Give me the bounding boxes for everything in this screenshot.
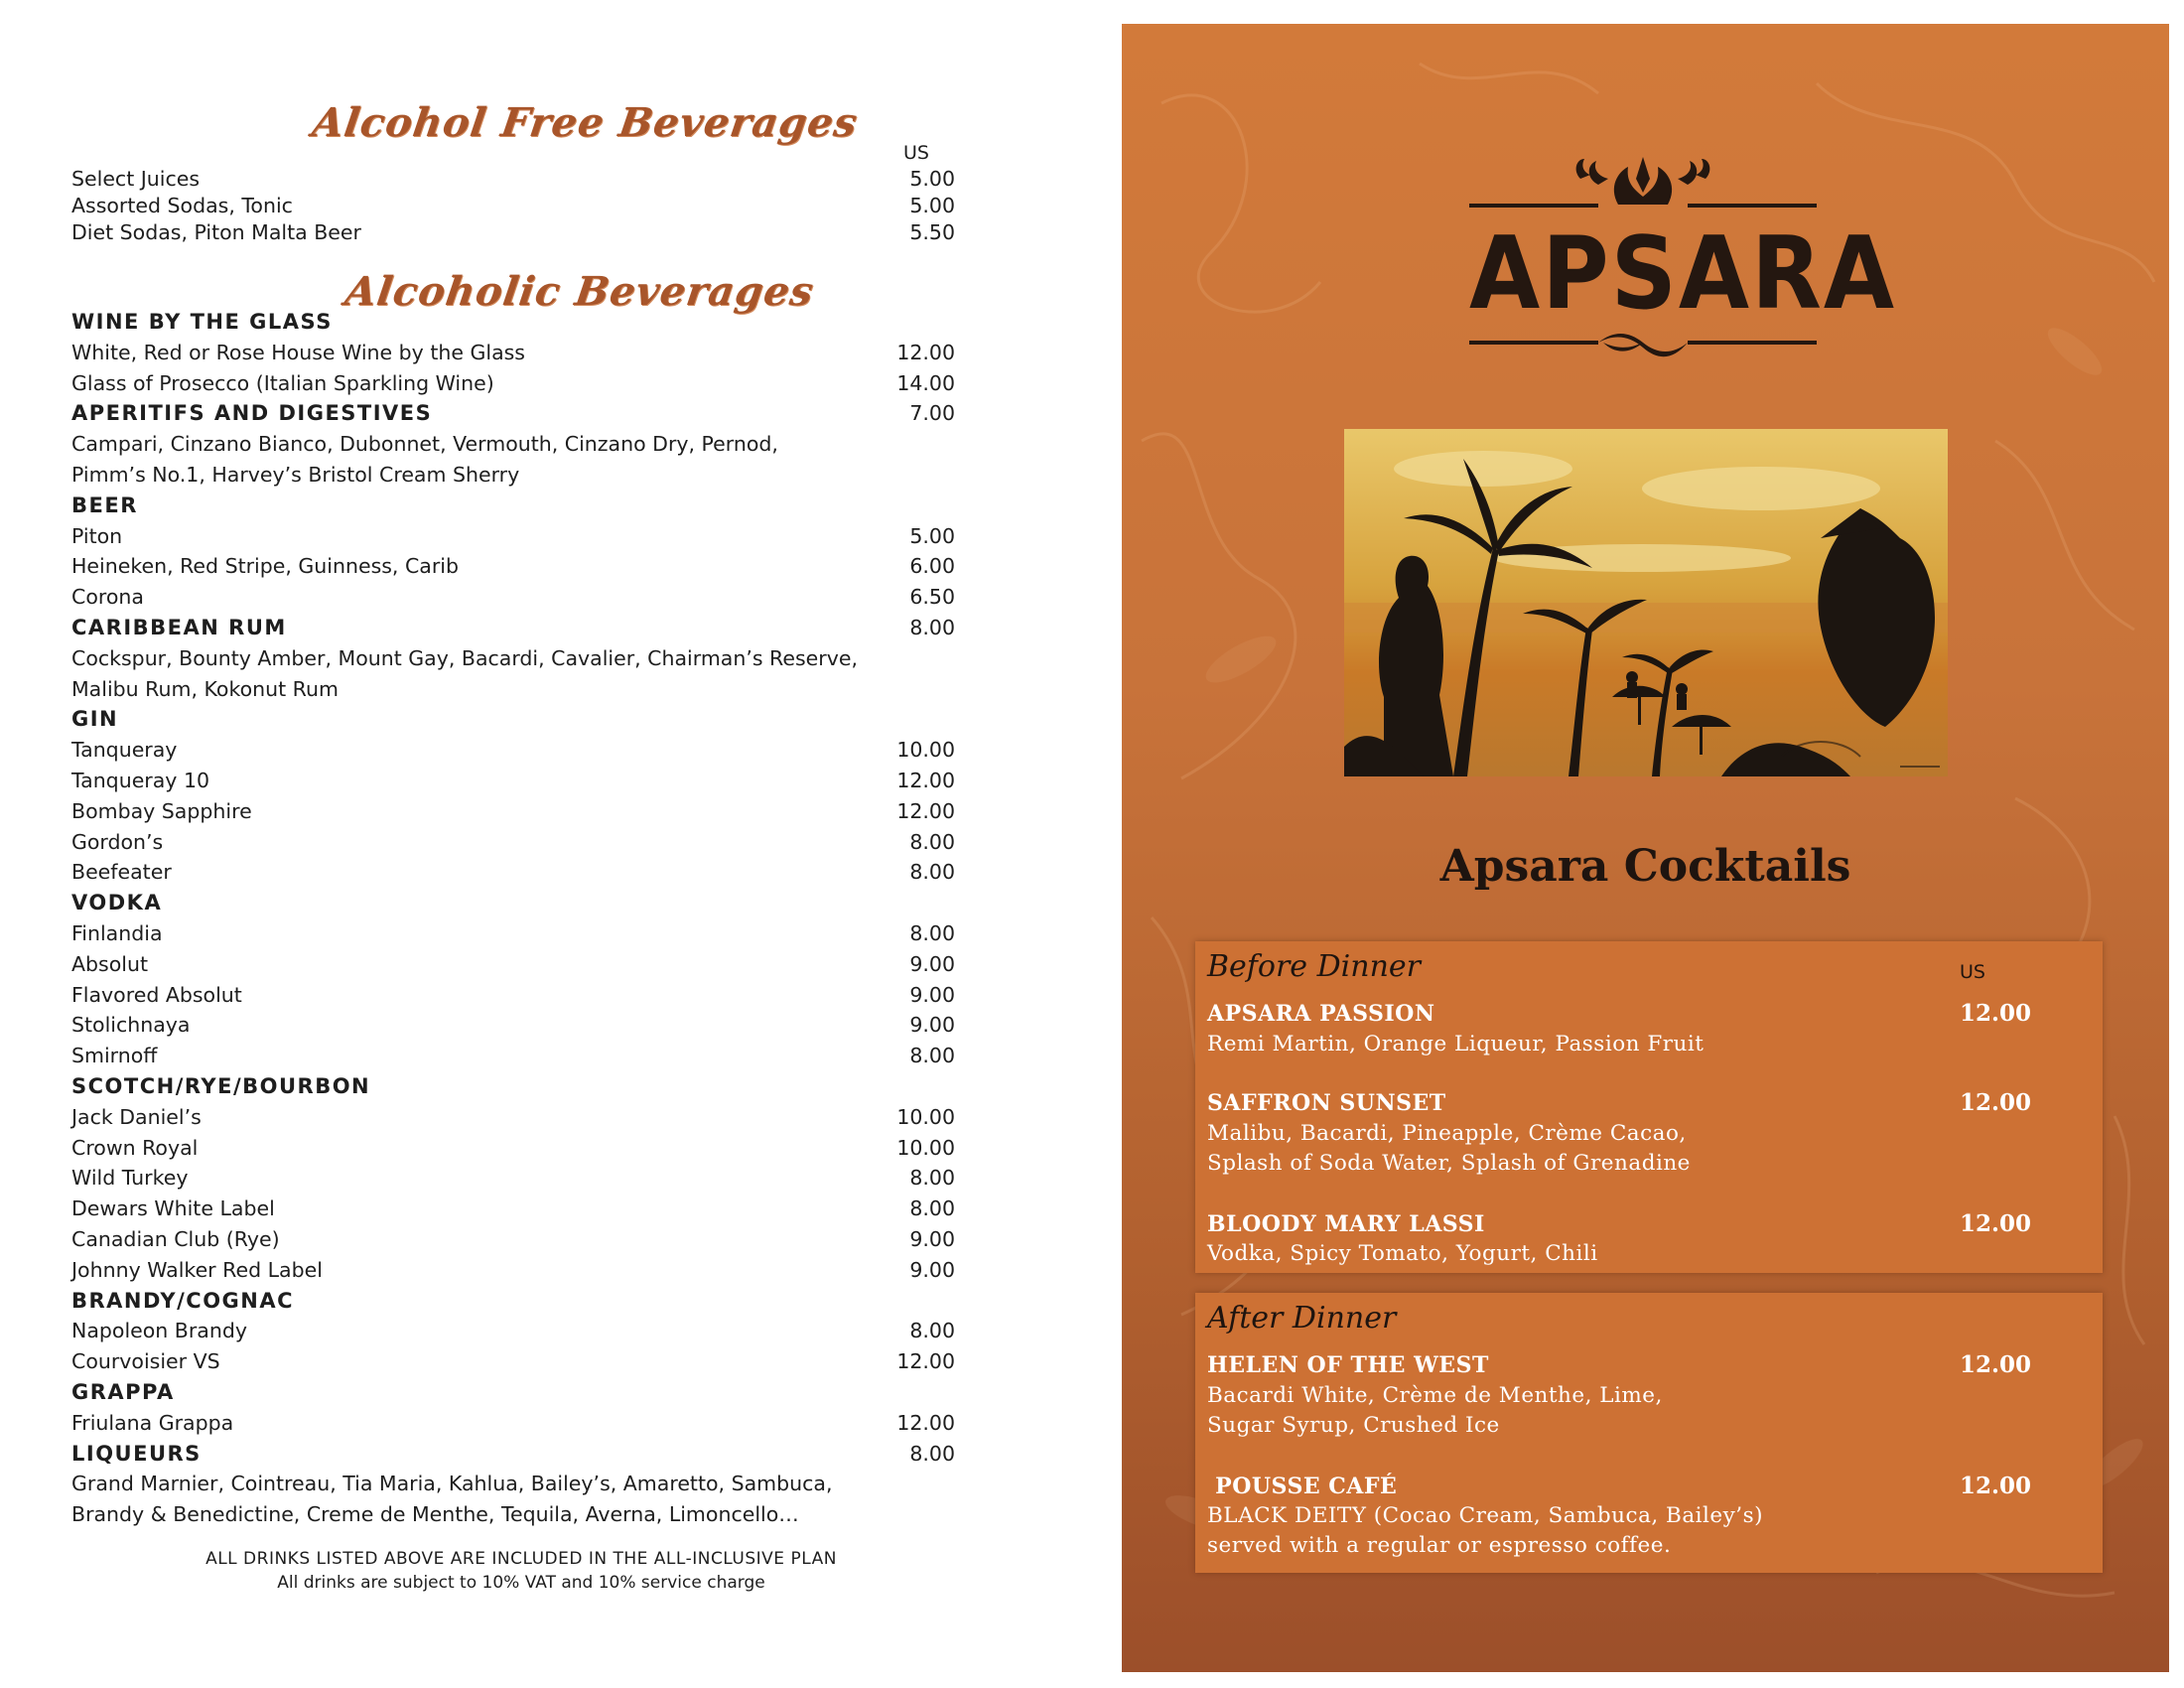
cocktail-description: Splash of Soda Water, Splash of Grenadine: [1207, 1151, 1691, 1176]
list-item: [71, 341, 955, 370]
section-heading: [71, 493, 955, 523]
list-item: [71, 1411, 955, 1441]
item-price: 6.50: [909, 585, 955, 610]
cocktail-price: 12.00: [1960, 1473, 2032, 1499]
item-name: Pimm’s No.1, Harvey’s Bristol Cream Sherry: [71, 463, 520, 487]
list-item: [71, 1502, 955, 1532]
cocktail-name: BLOODY MARY LASSI: [1207, 1211, 1485, 1237]
alcohol-free-title: Alcohol Free Beverages: [309, 99, 861, 146]
list-item: [71, 1105, 955, 1135]
list-item: [71, 194, 955, 223]
item-price: 5.00: [909, 523, 955, 548]
cocktail-description: BLACK DEITY (Cocao Cream, Sambuca, Bailey’s): [1207, 1503, 1764, 1528]
item-price: 9.00: [909, 1227, 955, 1251]
section-heading: [71, 891, 955, 920]
section-heading: [71, 1074, 955, 1104]
cocktail-description: served with a regular or espresso coffee.: [1207, 1533, 1672, 1558]
list-item: [71, 463, 955, 492]
list-item: [71, 1136, 955, 1166]
item-name: Tanqueray: [71, 738, 178, 763]
section-name: WINE BY THE GLASS: [71, 310, 333, 334]
item-name: Grand Marnier, Cointreau, Tia Maria, Kahlua, Bailey’s, Amaretto, Sambuca,: [71, 1472, 833, 1496]
list-item: [71, 646, 955, 676]
list-item: [71, 371, 955, 401]
list-item: [71, 585, 955, 615]
item-name: Heineken, Red Stripe, Guinness, Carib: [71, 554, 459, 579]
cocktail-description: Bacardi White, Crème de Menthe, Lime,: [1207, 1383, 1663, 1408]
cocktail-price: 12.00: [1960, 1089, 2032, 1116]
beach-painting-image: [1344, 429, 1948, 776]
section-name: LIQUEURS: [71, 1441, 202, 1466]
item-name: Select Juices: [71, 167, 201, 191]
currency-label: US: [903, 142, 929, 164]
section-heading: [71, 401, 955, 431]
item-price: 10.00: [896, 738, 955, 763]
cocktail-price: 12.00: [1960, 1351, 2032, 1378]
list-item: [71, 1227, 955, 1257]
after-dinner-box: [1195, 1293, 2103, 1573]
right-page: [1122, 24, 2169, 1672]
item-price: 8.00: [909, 829, 955, 854]
item-name: Stolichnaya: [71, 1013, 191, 1038]
item-name: Assorted Sodas, Tonic: [71, 194, 293, 217]
cocktail-description: Remi Martin, Orange Liqueur, Passion Fruit: [1207, 1032, 1705, 1056]
section-name: VODKA: [71, 891, 163, 915]
section-name: GIN: [71, 707, 119, 732]
item-name: Absolut: [71, 951, 148, 976]
list-item: [71, 1472, 955, 1501]
list-item: [71, 921, 955, 951]
cocktail-price: 12.00: [1960, 1000, 2032, 1027]
item-name: Brandy & Benedictine, Creme de Menthe, Tequila, Averna, Limoncello…: [71, 1502, 799, 1527]
item-price: 8.00: [909, 1319, 955, 1343]
section-name: APERITIFS AND DIGESTIVES: [71, 401, 433, 426]
section-name: GRAPPA: [71, 1380, 175, 1404]
item-price: 6.00: [909, 554, 955, 579]
section-name: CARIBBEAN RUM: [71, 616, 287, 639]
item-name: Jack Daniel’s: [71, 1104, 202, 1129]
cocktails-title: Apsara Cocktails: [1439, 841, 1851, 892]
section-name: SCOTCH/RYE/BOURBON: [71, 1074, 371, 1098]
list-item: [71, 769, 955, 798]
item-price: 8.00: [909, 1166, 955, 1191]
item-price: 12.00: [896, 1349, 955, 1374]
item-price: 5.50: [909, 220, 955, 244]
item-name: Bombay Sapphire: [71, 798, 252, 823]
item-name: Finlandia: [71, 921, 163, 945]
item-price: 9.00: [909, 1257, 955, 1282]
before-dinner-title: Before Dinner: [1207, 949, 1421, 984]
item-price: 10.00: [896, 1135, 955, 1160]
list-item: [71, 432, 955, 462]
item-price: 5.00: [909, 167, 955, 191]
item-name: Napoleon Brandy: [71, 1319, 248, 1343]
list-item: [71, 1196, 955, 1226]
list-item: [71, 554, 955, 584]
item-name: Dewars White Label: [71, 1196, 275, 1221]
list-item: [71, 524, 955, 554]
list-item: [71, 983, 955, 1013]
item-price: 14.00: [896, 370, 955, 395]
item-name: Diet Sodas, Piton Malta Beer: [71, 220, 361, 244]
item-price: 9.00: [909, 1013, 955, 1038]
logo-text: APSARA: [1469, 214, 1897, 333]
item-name: Campari, Cinzano Bianco, Dubonnet, Vermouth, Cinzano Dry, Pernod,: [71, 432, 778, 457]
item-price: 9.00: [909, 951, 955, 976]
section-heading: [71, 1380, 955, 1410]
item-price: 12.00: [896, 1410, 955, 1435]
before-dinner-box: [1195, 941, 2103, 1273]
item-name: Johnny Walker Red Label: [71, 1257, 323, 1282]
section-name: BEER: [71, 492, 138, 517]
after-dinner-title: After Dinner: [1207, 1301, 1397, 1336]
cocktail-description: Sugar Syrup, Crushed Ice: [1207, 1413, 1500, 1438]
cocktail-name: APSARA PASSION: [1207, 1001, 1435, 1027]
cocktail-description: Vodka, Spicy Tomato, Yogurt, Chili: [1207, 1241, 1598, 1266]
item-name: Glass of Prosecco (Italian Sparkling Wine): [71, 370, 494, 395]
item-name: Beefeater: [71, 860, 172, 885]
list-item: [71, 860, 955, 890]
item-price: 8.00: [909, 616, 955, 639]
footer-vat-note: All drinks are subject to 10% VAT and 10% service charge: [277, 1573, 765, 1593]
footer-note: ALL DRINKS LISTED ABOVE ARE INCLUDED IN THE ALL-INCLUSIVE PLAN: [205, 1549, 837, 1569]
list-item: [71, 1044, 955, 1073]
list-item: [71, 167, 955, 197]
item-price: 12.00: [896, 798, 955, 823]
item-price: 9.00: [909, 982, 955, 1007]
list-item: [71, 738, 955, 768]
cocktail-description: Malibu, Bacardi, Pineapple, Crème Cacao,: [1207, 1121, 1687, 1146]
item-name: Wild Turkey: [71, 1166, 189, 1191]
alcoholic-title: Alcoholic Beverages: [341, 268, 817, 315]
list-item: [71, 1166, 955, 1196]
currency-label: US: [1960, 961, 1985, 983]
item-name: White, Red or Rose House Wine by the Glass: [71, 340, 525, 364]
item-name: Gordon’s: [71, 829, 164, 854]
item-name: Canadian Club (Rye): [71, 1227, 280, 1251]
apsara-logo: [1469, 127, 1897, 375]
item-price: 8.00: [909, 860, 955, 885]
item-name: Smirnoff: [71, 1044, 158, 1068]
section-heading: [71, 1442, 955, 1472]
item-name: Flavored Absolut: [71, 982, 242, 1007]
cocktail-name: SAFFRON SUNSET: [1207, 1090, 1446, 1116]
list-item: [71, 830, 955, 860]
item-price: 5.00: [909, 194, 955, 217]
list-item: [71, 1013, 955, 1043]
cocktail-name: POUSSE CAFÉ: [1207, 1474, 1398, 1499]
item-price: 10.00: [896, 1104, 955, 1129]
section-heading: [71, 616, 955, 645]
item-name: Friulana Grappa: [71, 1410, 234, 1435]
item-price: 8.00: [909, 1196, 955, 1221]
item-price: 8.00: [909, 1044, 955, 1068]
cocktail-name: HELEN OF THE WEST: [1207, 1352, 1489, 1378]
list-item: [71, 952, 955, 982]
list-item: [71, 1258, 955, 1288]
section-heading: [71, 310, 955, 340]
item-name: Corona: [71, 585, 144, 610]
list-item: [71, 1349, 955, 1379]
section-heading: [71, 1289, 955, 1319]
list-item: [71, 799, 955, 829]
item-price: 7.00: [909, 401, 955, 426]
item-name: Crown Royal: [71, 1135, 199, 1160]
item-price: 8.00: [909, 921, 955, 945]
list-item: [71, 220, 955, 250]
item-name: Piton: [71, 523, 123, 548]
item-name: Courvoisier VS: [71, 1349, 220, 1374]
list-item: [71, 1319, 955, 1348]
item-name: Cockspur, Bounty Amber, Mount Gay, Bacardi, Cavalier, Chairman’s Reserve,: [71, 645, 858, 670]
item-price: 8.00: [909, 1441, 955, 1466]
section-heading: [71, 707, 955, 737]
item-price: 12.00: [896, 769, 955, 792]
item-price: 12.00: [896, 340, 955, 364]
list-item: [71, 677, 955, 707]
item-name: Malibu Rum, Kokonut Rum: [71, 676, 339, 701]
cocktail-price: 12.00: [1960, 1210, 2032, 1237]
section-name: BRANDY/COGNAC: [71, 1288, 295, 1313]
item-name: Tanqueray 10: [71, 769, 210, 792]
